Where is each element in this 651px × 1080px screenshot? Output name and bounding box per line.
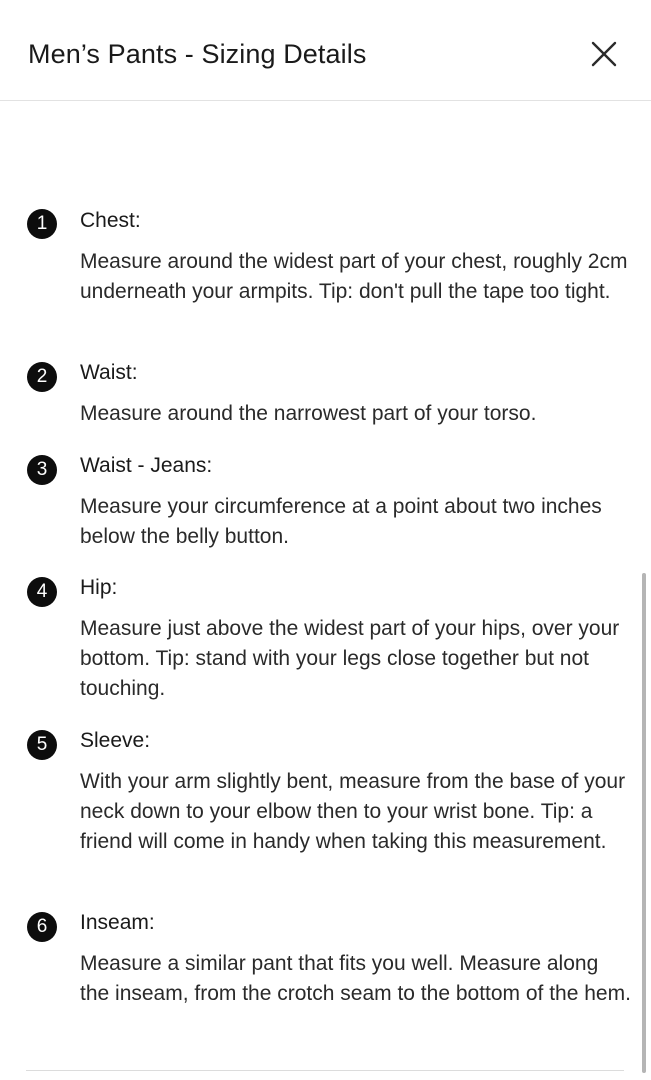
close-button[interactable] [586, 36, 622, 72]
step-number-badge: 4 [27, 577, 57, 607]
item-title: Waist - Jeans: [80, 454, 213, 477]
item-description: Measure around the widest part of your chest, roughly 2cm underneath your armpits. Tip: don't pull the tape too tight. [80, 250, 628, 303]
item-title: Sleeve: [80, 729, 151, 752]
close-icon [586, 36, 622, 72]
item-title: Inseam: [80, 911, 155, 934]
step-number-badge: 6 [27, 912, 57, 942]
sizing-details-list [0, 101, 651, 1080]
step-number-badge: 1 [27, 209, 57, 239]
item-description: Measure a similar pant that fits you well. Measure along the inseam, from the crotch seam to the bottom of the hem. [80, 952, 631, 1005]
item-title: Waist: [80, 361, 138, 384]
divider [26, 1070, 624, 1071]
step-number-badge: 5 [27, 730, 57, 760]
item-description: With your arm slightly bent, measure from the base of your neck down to your elbow then to your wrist bone. Tip: a friend will come in handy when taking this measurement. [80, 770, 626, 853]
item-description: Measure around the narrowest part of your torso. [80, 402, 537, 425]
page-title: Men’s Pants - Sizing Details [28, 39, 367, 69]
step-number-badge: 3 [27, 455, 57, 485]
item-title: Hip: [80, 576, 118, 599]
modal-header [0, 0, 651, 101]
item-description: Measure just above the widest part of your hips, over your bottom. Tip: stand with your legs close together but not touching. [80, 617, 620, 700]
scrollbar-thumb[interactable] [642, 573, 646, 1073]
item-description: Measure your circumference at a point about two inches below the belly button. [80, 495, 602, 548]
scrollbar[interactable] [641, 101, 649, 1080]
item-title: Chest: [80, 209, 141, 232]
step-number-badge: 2 [27, 362, 57, 392]
